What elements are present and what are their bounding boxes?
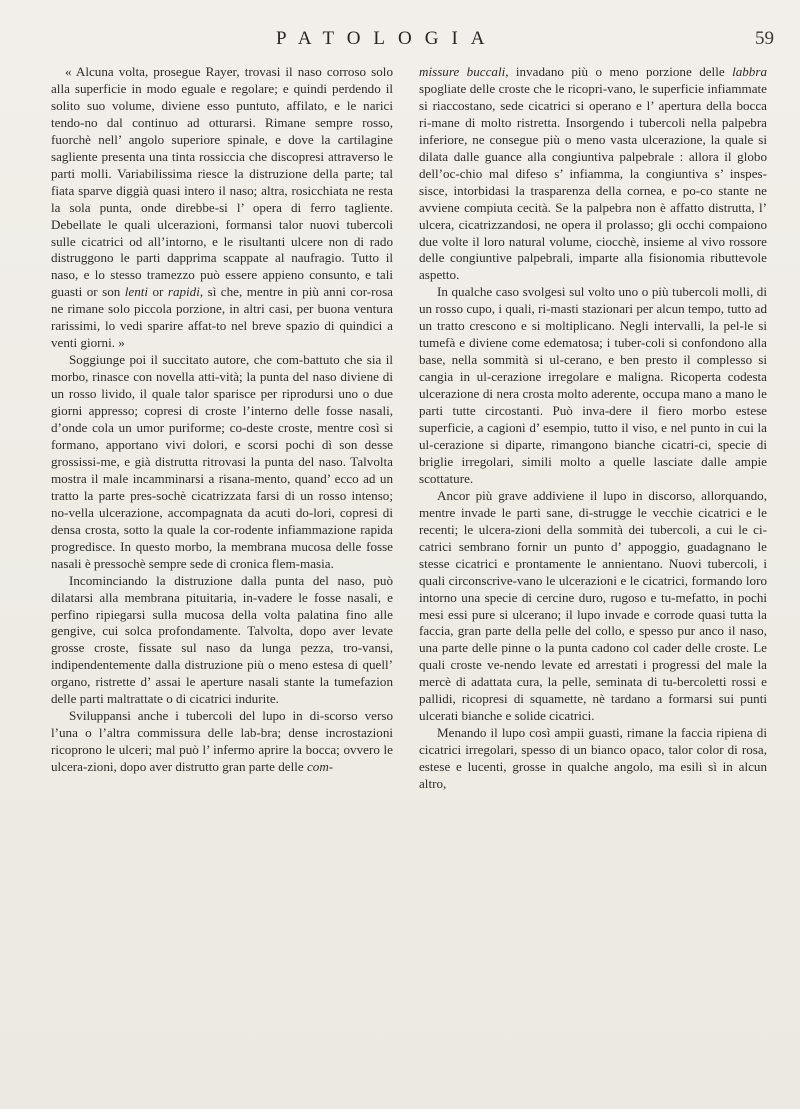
right-column xyxy=(419,64,767,793)
running-title: PATOLOGIA xyxy=(276,28,498,49)
paragraph: Soggiunge poi il succitato autore, che com-battuto che sia il morbo, rinasce con novella atti-vità; la punta del naso diviene di un rosso livido, il quale talor sparisce per riprodursi uno o due giorni appresso; copresi di croste l’interno delle fosse nasali, d’onde cola un umor puriforme; co-deste croste, mentre così si formano, apportano vivi dolori, e scorsi pochi dì son desse grossissi-me, e già distrutta ritrovasi la punta del naso. Talvolta mostra il male incamminarsi a risana-mento, quand’ ecco ad un tratto la parte pres-sochè cicatrizzata farsi di un rosso intenso; no-vella ulcerazione, accompagnata da acuti do-lori, copresi di densa crosta, sotto la quale la cor-rodente infiammazione rapida progredisce. In questo morbo, la membrana mucosa delle fosse nasali è pressochè sempre sede di cronica flem-masia. xyxy=(51,352,393,571)
text-run: , invadano più o meno porzione delle xyxy=(505,64,733,79)
paragraph: Ancor più grave addiviene il lupo in discorso, allorquando, mentre invade le parti sane, di-strugge le vecchie cicatrici e le recenti; le ulcera-zioni della sommità dei tubercoli, a cui le ci-catrici sembrano fornir un punto d’ appoggio, guadagnano le stesse cicatrici e prontamente le annientano. Nuovi tubercoli, i quali circonscrive-vano le ulcerazioni e le cicatrici, formando loro intorno una specie di cercine duro, rugoso e tu-mefatto, in pochi mesi essi pure si ulcerano; il lupo invade e corrode quasi tutta la faccia, gran parte della pelle del collo, e spesso pur anco il naso, una parte delle pinne o la punta cadono col cader delle croste. Le quali croste ve-nendo levate ed arrestati i progressi del male la mercè di adattata cura, la pelle, seminata di tu-bercoletti rossi e pallidi, ricopresi di squamette, nè tardano a formarsi sui punti ulcerati bianche e solide cicatrici. xyxy=(419,487,767,724)
text-run: « Alcuna volta, prosegue Rayer, trovasi il naso corroso solo alla superficie in modo eguale e regolare; e quindi perdendo il solito suo volume, diviene esso puntuto, affilato, e le narici tendo-no dal continuo ad otturarsi. Rimane sempre rosso, fuorchè nell’ angolo superiore spinale, e dove la cartilagine sagliente presenta una tinta rossiccia che discopresi attraverso le parti molli. Variabilissima riesce la distruzione della parte; tal fiata sparve diggià quasi intero il naso; altra, rosicchiata ne resta la sola punta, onde direbbe-si l’ opera di ferro tagliente. Debellate le quali ulcerazioni, formansi talor nuovi tubercoli sulle cicatrici od all’intorno, e le risultanti ulcere non di rado distruggono le parti dapprima scappate al naufragio. Tutto il naso, e lo stesso tramezzo può essere appieno consunto, e tali guasti or son xyxy=(51,64,393,300)
paragraph: Incominciando la distruzione dalla punta del naso, può dilatarsi alla membrana pituitaria, in-vadere le fosse nasali, e perfino ripiegarsi sulla mucosa della volta palatina fino alle gengive, cui solca profondamente. Talvolta, dopo aver levate grosse croste, fissate sul naso da lunga pezza, tro-vansi, indipendentemente dalla distruzione più o meno estesa di quell’ organo, ristrette d’ assai le aperture nasali stante la tumefazion delle parti maltrattate o di cicatrici indurite. xyxy=(51,572,393,707)
text-run: or xyxy=(148,284,168,300)
italic-term: com- xyxy=(306,759,334,775)
italic-term: missure buccali xyxy=(419,64,506,79)
page-number: 59 xyxy=(755,28,774,49)
text-run: Sviluppansi anche i tubercoli del lupo in di-scorso verso l’una o l’altra commissura delle lab-bra; dense incrostazioni ricoprono le ulceri; mal può l’ infermo aprire la bocca; ovvero le ulcera-zioni, dopo aver distrutto gran parte delle xyxy=(51,708,393,775)
italic-term: lenti xyxy=(124,284,149,300)
text-run: spogliate delle croste che le ricopri-vano, le superficie infiammate si riaccostano, sede cicatrici si operano e l’ apertura della bocca ri-mane di molto ristretta. Insorgendo i tubercoli nella palpebra inferiore, ne consegue più o meno vasta ulcerazione, la quale si dilata dalle guance alla congiuntiva palpebrale : allora il globo dell’oc-chio mal difeso s’ infiamma, la congiuntiva s’ inspes-sisce, intorbidasi la trasparenza della cornea, e po-co stante ne avviene compiuta cecità. Se la palpebra non è affatto distrutta, l’ ulcera, cicatrizzandosi, ne opera il prolasso; gli occhi compaiono due volte il loro natural volume, ciocchè, insieme al vivo rossore delle congiuntive palpebrali, imparte alla fisionomia ributtevole aspetto. xyxy=(419,80,767,283)
paragraph: Menando il lupo così ampii guasti, rimane la faccia ripiena di cicatrici irregolari, spesso di un bianco opaco, talor color di rosa, estese e lucenti, grosse in qualche angolo, ma esili sì in alcun altro, xyxy=(419,725,767,792)
paragraph xyxy=(51,64,393,352)
running-head xyxy=(0,28,800,52)
paragraph xyxy=(51,708,393,776)
paragraph: In qualche caso svolgesi sul volto uno o più tubercoli molli, di un rosso cupo, i quali, ri-masti stazionari per alcun tempo, tutto ad un tratto crescono e si moltiplicano. Negli intervalli, la pel-le si tumefà e diviene come edematosa; i tuber-coli si confondono alla base, nella sommità si ul-cerano, e ben presto il complesso si cangia in ul-cerazione irregolare e maligna. Ricoperta codesta ulcerazione di nera crosta molto aderente, occupa mano a mano le parti tutte circostanti. Può inva-dere il fiero morbo estese superficie, a cagioni d’ esempio, tutto il viso, e nel punto in cui la ul-cerazione si diparte, rimangono bianche cicatri-ci, specie di briglie irregolari, simili molto a quelle lasciate dalle ampie scottature. xyxy=(419,284,767,486)
left-column xyxy=(51,64,393,776)
italic-term: rapidi xyxy=(167,284,200,300)
text-run: , sì che, mentre in più anni cor-rosa ne rimane solo piccola porzione, in altri casi, per buona ventura rarissimi, lo vedi sparire affat-to nel breve spazio di quindici a venti giorni. » xyxy=(51,284,393,351)
italic-term: labbra xyxy=(732,64,767,79)
paragraph xyxy=(419,64,767,284)
